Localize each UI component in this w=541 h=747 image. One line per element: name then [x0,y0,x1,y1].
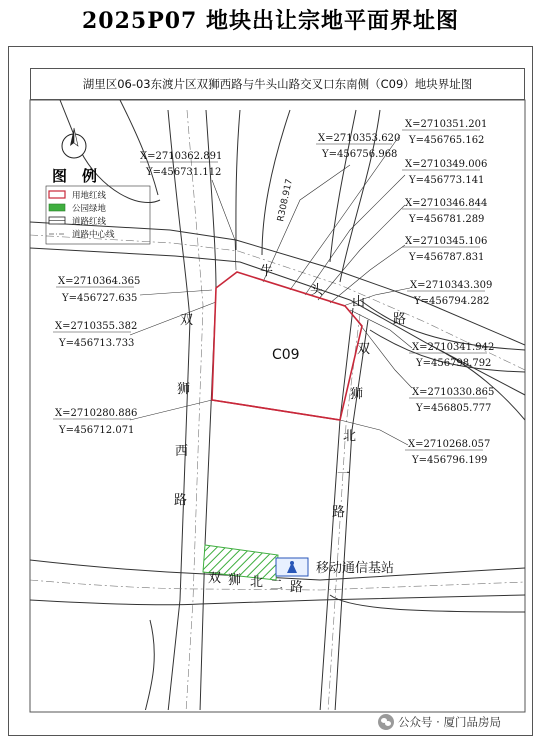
legend-item-green: 公园绿地 [72,204,107,214]
coord-pair [402,236,487,263]
road-char: 路 [290,580,304,595]
page-title: 2025P07 地块出让宗地平面界址图 [81,8,460,34]
coord-pair [402,198,487,225]
road-char: 双 [180,313,194,328]
coord-y: Y=456731.112 [146,167,222,178]
coord-pair [405,439,490,466]
road-char: 狮 [228,573,242,588]
coord-pair [316,133,400,160]
coord-y: Y=456798.792 [416,358,492,369]
coord-x: X=2710341.942 [412,342,495,353]
coord-y: Y=456794.282 [414,296,490,307]
coord-y: Y=456756.968 [322,149,398,160]
road-char: 路 [393,312,407,327]
coord-x: X=2710330.865 [412,387,495,398]
road-char: 西 [175,444,189,459]
coord-x: X=2710343.309 [410,280,493,291]
road-char: 狮 [177,382,191,397]
coord-y: Y=456796.199 [412,455,488,466]
road-char: 牛 [260,264,274,279]
road-char: 路 [332,505,346,520]
legend-item-boundary: 用地红线 [72,191,107,201]
coord-y: Y=456781.289 [409,214,485,225]
road-char: 狮 [350,387,364,402]
parcel-c09 [212,272,362,420]
coord-pair [53,321,137,349]
coord-x: X=2710280.886 [55,408,138,419]
road-char: 一 [337,467,351,482]
coord-x: X=2710351.201 [405,119,488,130]
coord-x: X=2710362.891 [140,151,223,162]
legend-item-road-line: 道路红线 [72,217,107,227]
coord-y: Y=456805.777 [416,403,492,414]
legend-title: 图 例 [52,167,98,185]
coord-x: X=2710268.057 [408,439,491,450]
watermark-text: 公众号 · 厦门品房局 [398,715,501,729]
road-char: 头 [310,283,324,298]
coord-pair [409,387,494,414]
coord-y: Y=456765.162 [409,135,485,146]
coord-x: X=2710355.382 [55,321,138,332]
road-char: 二 [270,578,284,593]
road-char: 北 [250,575,264,590]
road-char: 路 [174,493,188,508]
road-char: 山 [352,295,366,310]
legend-item-centerline: 道路中心线 [72,230,115,240]
coord-y: Y=456773.141 [409,175,485,186]
wechat-icon [378,714,394,730]
coord-pair [53,408,137,436]
coord-pair [402,159,487,186]
coord-x: X=2710349.006 [405,159,488,170]
road-shuangshi-west [174,313,193,508]
base-station-label: 移动通信基站 [316,561,395,576]
coord-pair [56,276,140,304]
legend [46,167,150,244]
road-char: 双 [357,342,371,357]
coord-y: Y=456712.071 [59,425,135,436]
coord-x: X=2710346.844 [405,198,488,209]
road-char: 双 [208,571,222,586]
road-char: 北 [343,429,357,444]
base-station-marker [276,558,308,576]
coord-y: Y=456727.635 [62,293,138,304]
coord-x: X=2710345.106 [405,236,488,247]
coord-y: Y=456713.733 [59,338,135,349]
coord-x: X=2710364.365 [58,276,141,287]
north-arrow-icon [62,128,86,158]
parcel-label: C09 [272,347,300,363]
coord-pair [402,119,487,146]
route-label: R308.917 [276,178,295,223]
map-subtitle: 湖里区06-03东渡片区双狮西路与牛头山路交叉口东南侧（C09）地块界址图 [82,77,473,91]
coord-y: Y=456787.831 [409,252,485,263]
watermark [378,714,501,730]
coord-pair [407,280,492,307]
coord-x: X=2710353.620 [318,133,401,144]
